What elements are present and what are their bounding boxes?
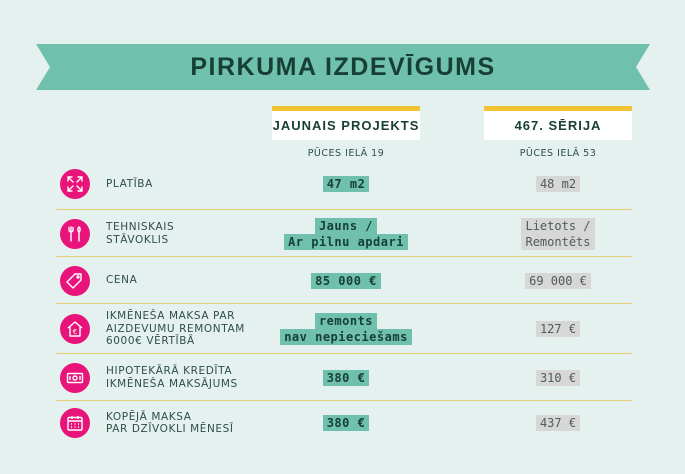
column-address-467-series: PŪCES IELĀ 53 (519, 148, 597, 159)
row-label-line: IKMĒNEŠA MAKSĀJUMS (106, 377, 238, 390)
value-new-project (272, 176, 420, 192)
row-label (106, 411, 234, 436)
tools-icon (60, 219, 90, 249)
value-new-project-line: Ar pilnu apdari (284, 234, 408, 250)
value-new-project-line: 380 € (323, 370, 370, 386)
value-new-project (272, 313, 420, 345)
column-header-new-project: JAUNAIS PROJEKTS (272, 106, 420, 140)
row-label-line: HIPOTEKĀRĀ KREDĪTA (106, 365, 233, 377)
value-467-series (484, 273, 632, 289)
value-new-project (272, 218, 420, 250)
table-row (56, 354, 632, 401)
table-row (56, 210, 632, 257)
row-label (106, 365, 238, 390)
value-467-series-line: 48 m2 (536, 176, 580, 192)
row-label-line: AIZDEVUMU REMONTAM (106, 322, 245, 335)
table-row (56, 257, 632, 304)
row-label-line: STĀVOKLIS (106, 233, 169, 246)
title-banner (36, 44, 650, 90)
column-address-new-project: PŪCES IELĀ 19 (307, 148, 385, 159)
row-label-line: IKMĒNEŠA MAKSA PAR (106, 310, 235, 323)
value-new-project-line: remonts (315, 313, 377, 329)
table-row (56, 401, 632, 445)
value-467-series (484, 321, 632, 337)
house-euro-icon (60, 314, 90, 344)
price-tag-icon (60, 266, 90, 296)
row-label-line: TEHNISKAIS (106, 221, 175, 233)
value-new-project (272, 415, 420, 431)
row-label-line: KOPĒJĀ MAKSA (106, 410, 192, 423)
value-467-series (484, 176, 632, 192)
value-new-project-line: 47 m2 (323, 176, 370, 192)
row-label-line: PAR DZĪVOKLI MĒNESĪ (106, 423, 234, 435)
value-new-project-line: 85 000 € (311, 273, 381, 289)
value-467-series (484, 370, 632, 386)
value-new-project-line: nav nepieciešams (280, 329, 412, 345)
value-467-series-line: 69 000 € (525, 273, 591, 289)
value-new-project (272, 273, 420, 289)
row-label-line: PLATĪBA (106, 177, 153, 190)
value-467-series-line: 437 € (536, 415, 580, 431)
value-467-series-line: 127 € (536, 321, 580, 337)
page-title: PIRKUMA IZDEVĪGUMS (190, 53, 496, 81)
value-467-series-line: Lietots / (521, 218, 594, 234)
expand-arrows-icon (60, 169, 90, 199)
value-467-series (484, 415, 632, 431)
row-label-line: CENA (106, 274, 138, 287)
row-label-line: 6000€ VĒRTĪBĀ (106, 335, 195, 348)
value-new-project-line: 380 € (323, 415, 370, 431)
row-label (106, 178, 153, 191)
banknote-icon (60, 363, 90, 393)
row-label (106, 221, 174, 246)
value-new-project (272, 370, 420, 386)
column-header-467-series: 467. SĒRIJA (484, 106, 632, 140)
value-new-project-line: Jauns / (315, 218, 377, 234)
row-label (106, 274, 137, 287)
value-467-series-line: 310 € (536, 370, 580, 386)
svg-text:€: € (72, 328, 78, 336)
row-label (106, 310, 245, 348)
value-467-series (484, 218, 632, 250)
table-row (56, 158, 632, 210)
calendar-icon (60, 408, 90, 438)
table-row (56, 304, 632, 354)
value-467-series-line: Remontēts (521, 234, 594, 250)
